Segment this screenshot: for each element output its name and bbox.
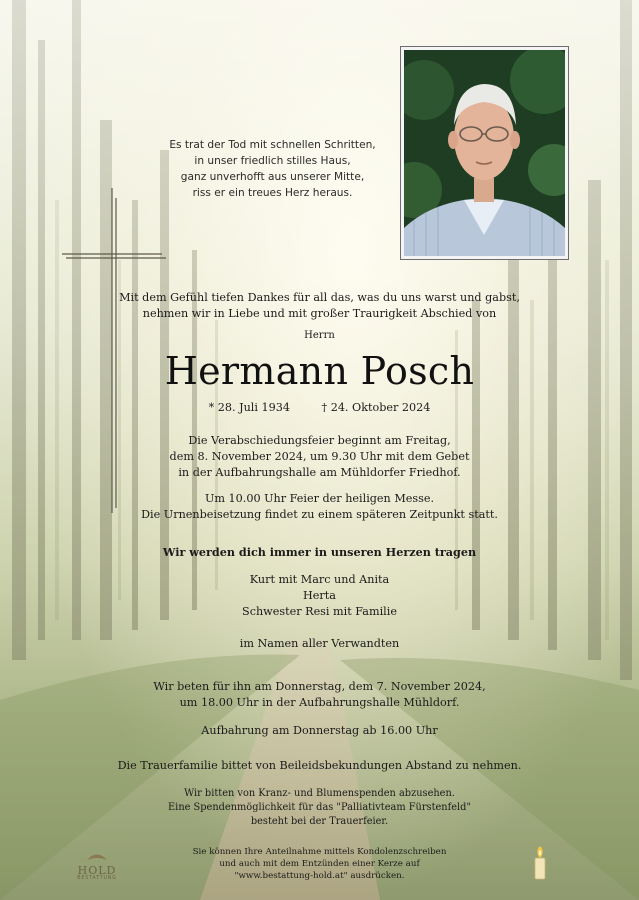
logo-leaf-icon (86, 851, 108, 861)
poem-line: riss er ein treues Herz heraus. (192, 187, 353, 199)
ceremony-line: in der Aufbahrungshalle am Mühldorfer Friedhof. (178, 466, 461, 479)
portrait-photo (400, 46, 569, 260)
ceremony-line: Die Verabschiedungsfeier beginnt am Freitag, (188, 434, 451, 447)
salutation: Herrn (304, 330, 335, 341)
poem (150, 137, 395, 201)
online-line: "www.bestattung-hold.at" ausdrücken. (234, 871, 405, 881)
logo-name: HOLD (77, 864, 117, 877)
poem-line: Es trat der Tod mit schnellen Schritten, (169, 139, 376, 151)
mourner-line: Schwester Resi mit Familie (242, 605, 397, 618)
prayer-line: um 18.00 Uhr in der Aufbahrungshalle Mühldorf. (179, 696, 460, 709)
donation-line: Eine Spendenmöglichkeit für das "Palliativteam Fürstenfeld" (168, 802, 471, 813)
relatives-line: im Namen aller Verwandten (239, 637, 400, 650)
deceased-name: Hermann Posch (164, 349, 475, 393)
donation-line: Wir bitten von Kranz- und Blumenspenden abzusehen. (184, 788, 455, 799)
poem-line: ganz unverhofft aus unserer Mitte, (180, 171, 365, 183)
candle-icon (533, 846, 547, 880)
mourner-line: Herta (303, 589, 336, 602)
funeral-home-logo (72, 846, 122, 881)
life-dates (0, 401, 639, 414)
condolence-request: Die Trauerfamilie bittet von Beileidsbekundungen Abstand zu nehmen. (117, 759, 522, 772)
mass-line: Die Urnenbeisetzung findet zu einem späteren Zeitpunkt statt. (141, 508, 498, 521)
death-date: † 24. Oktober 2024 (321, 401, 431, 414)
birth-date: * 28. Juli 1934 (208, 401, 290, 414)
donation-line: besteht bei der Trauerfeier. (250, 816, 389, 827)
mass-line: Um 10.00 Uhr Feier der heiligen Messe. (204, 492, 435, 505)
prayer-line: Wir beten für ihn am Donnerstag, dem 7. November 2024, (153, 680, 486, 693)
online-line: Sie können Ihre Anteilnahme mittels Kondolenzschreiben (192, 847, 447, 857)
motto: Wir werden dich immer in unseren Herzen tragen (162, 545, 477, 559)
viewing-line: Aufbahrung am Donnerstag ab 16.00 Uhr (201, 724, 438, 737)
online-line: und auch mit dem Entzünden einer Kerze auf (219, 859, 420, 869)
mourner-line: Kurt mit Marc und Anita (249, 573, 390, 586)
ceremony-line: dem 8. November 2024, um 9.30 Uhr mit dem Gebet (169, 450, 470, 463)
intro-line: nehmen wir in Liebe und mit großer Traurigkeit Abschied von (142, 307, 497, 320)
poem-line: in unser friedlich stilles Haus, (194, 155, 351, 167)
logo-tagline: BESTATTUNG (77, 876, 117, 881)
intro-line: Mit dem Gefühl tiefen Dankes für all das, was du uns warst und gabst, (119, 291, 520, 304)
portrait-image (404, 50, 565, 256)
